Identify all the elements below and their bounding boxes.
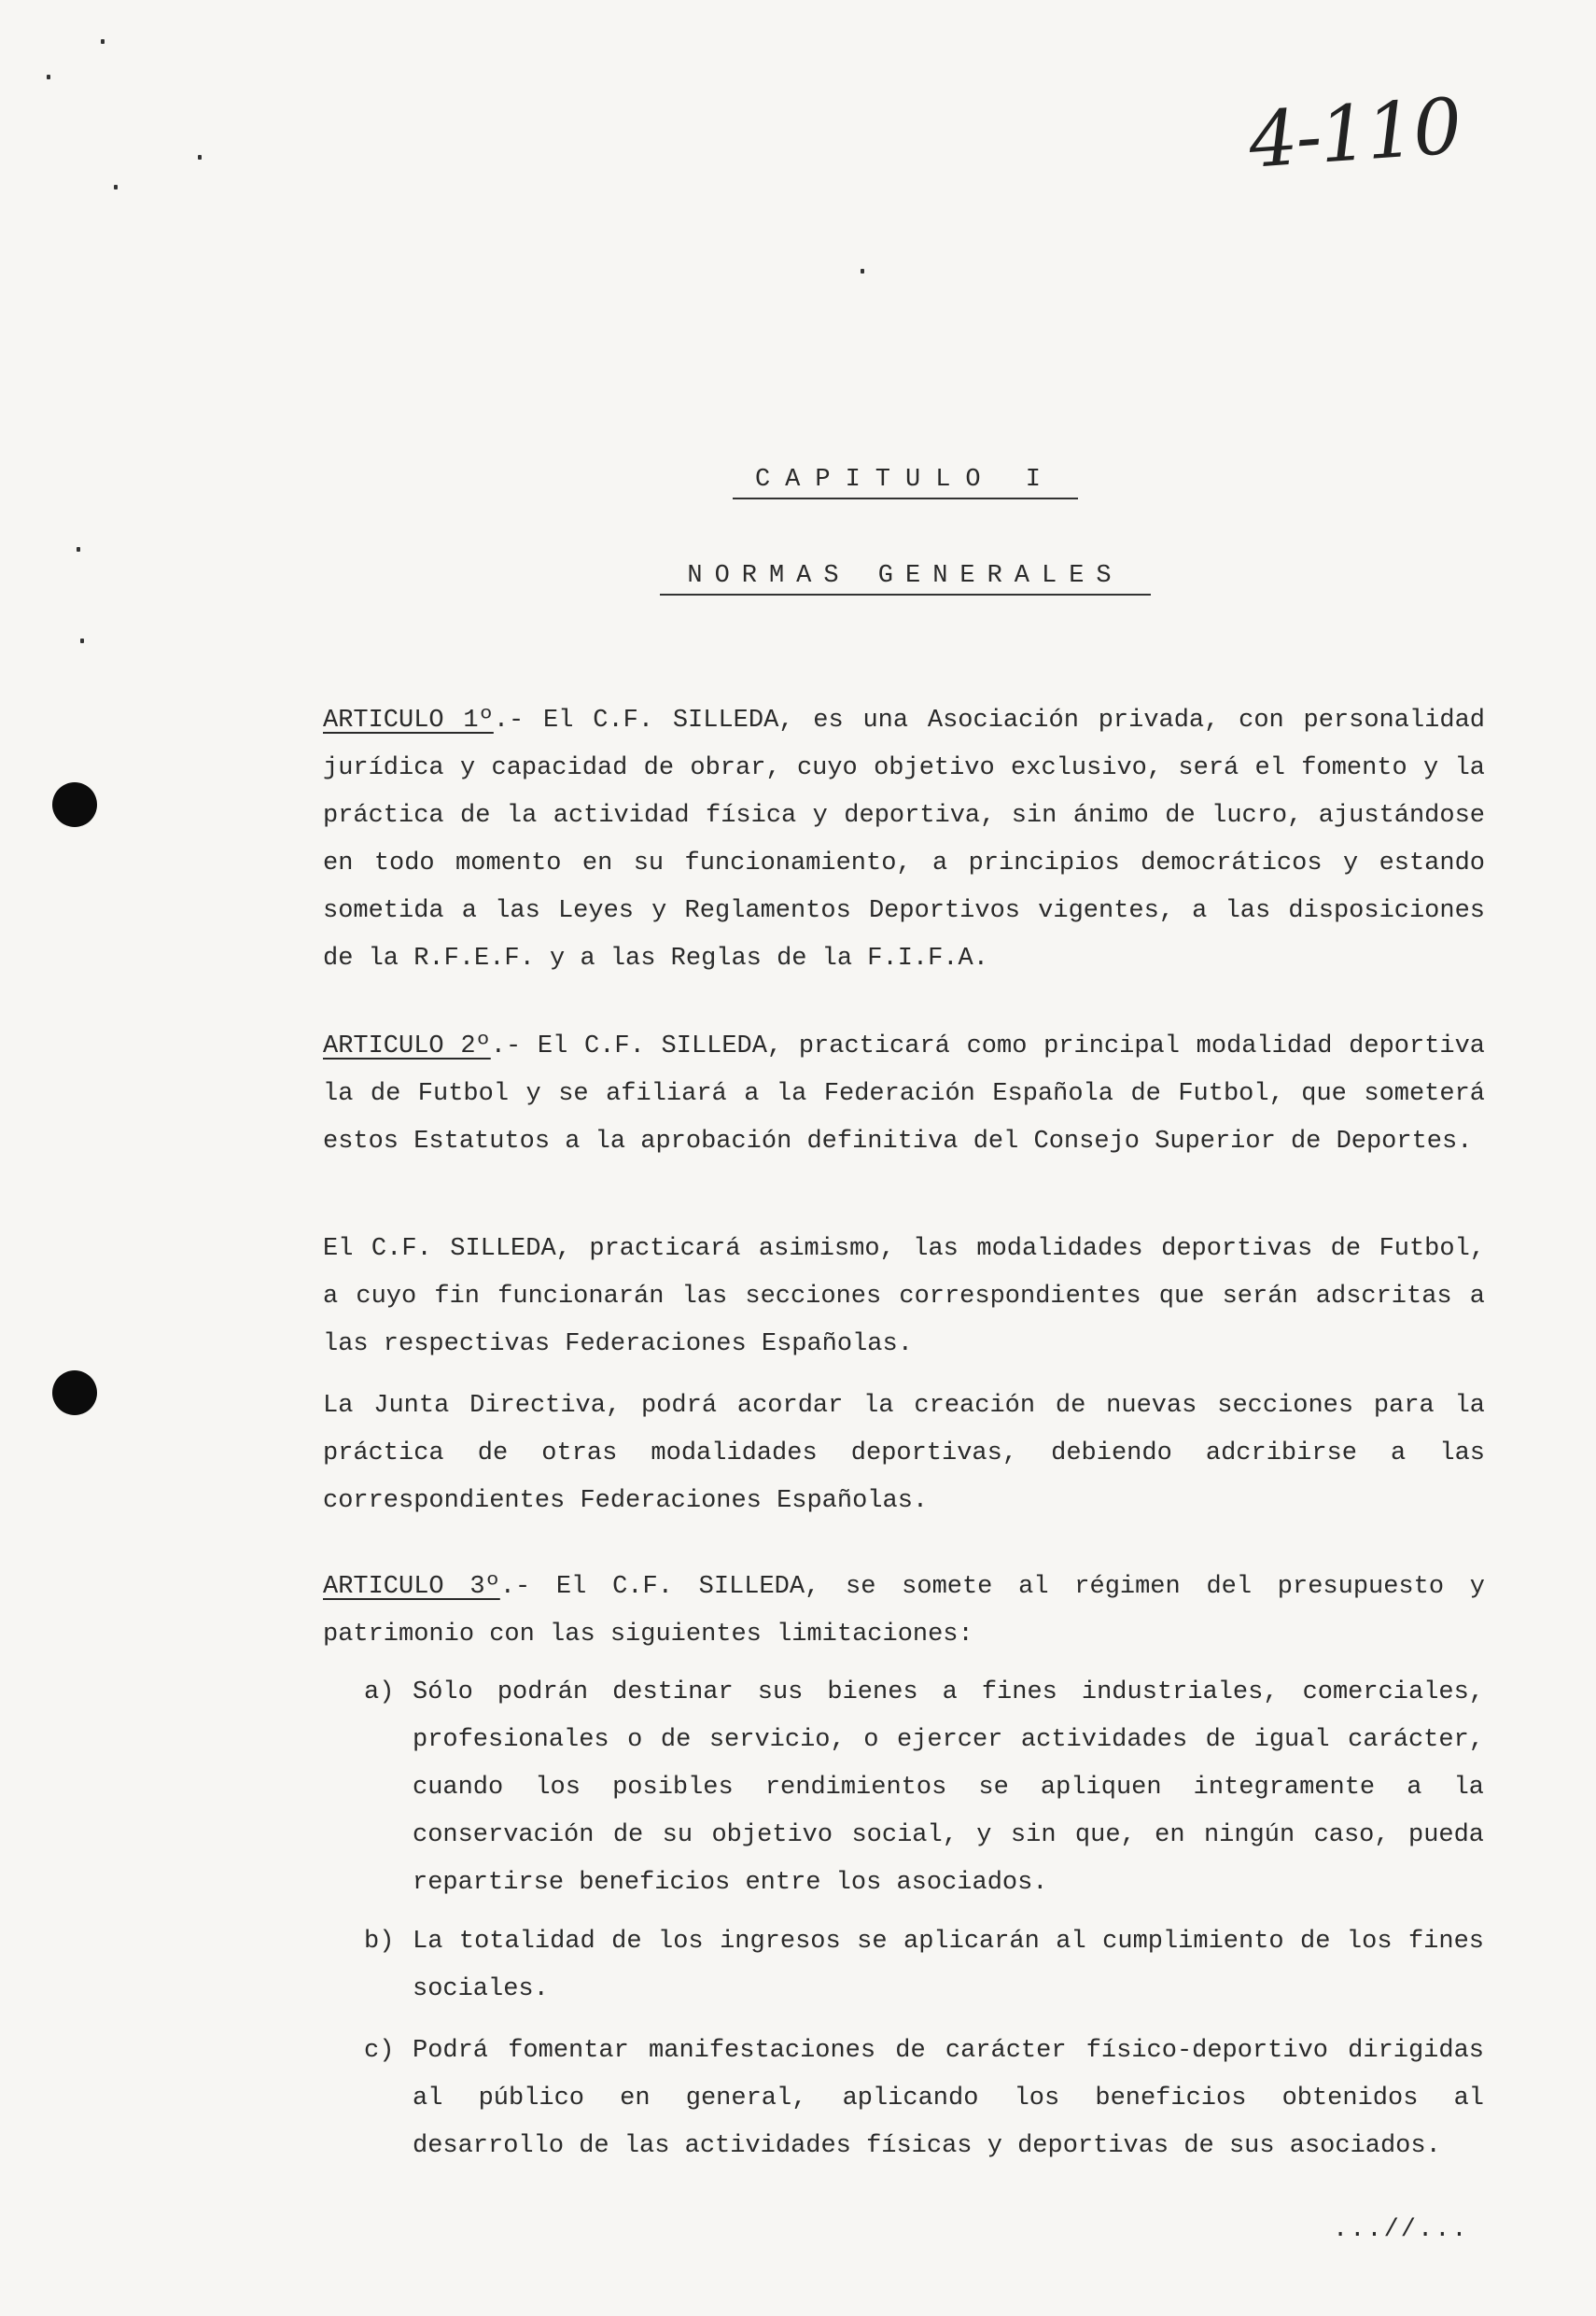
list-item-text: Podrá fomentar manifestaciones de carácter físico-deportivo dirigidas al público en general, aplicando los beneficios obtenidos al desarrollo de las actividades físicas y deportivas de sus asociados.	[413, 2037, 1484, 2160]
list-item	[364, 2028, 1484, 2170]
section-title: NORMAS GENERALES	[660, 562, 1151, 596]
article-2-paragraph-3: La Junta Directiva, podrá acordar la creación de nuevas secciones para la práctica de otras modalidades deportivas, debiendo adcribirse a las correspondientes Federaciones Españolas.	[323, 1392, 1485, 1515]
chapter-title: CAPITULO I	[733, 466, 1078, 499]
speck	[80, 639, 84, 643]
article-1	[323, 697, 1485, 983]
article-label: ARTICULO 3º	[323, 1573, 500, 1601]
article-text: .- El C.F. SILLEDA, se somete al régimen del presupuesto y patrimonio con las siguientes limitaciones:	[323, 1573, 1485, 1649]
page-number: 4-110	[1245, 82, 1463, 186]
list-item-letter: a)	[364, 1678, 395, 1706]
article-2-paragraph-2: El C.F. SILLEDA, practicará asimismo, las modalidades deportivas de Futbol, a cuyo fin funcionarán las secciones correspondientes que serán adscritas a las respectivas Federaciones Españolas.	[323, 1235, 1485, 1358]
article-3	[323, 1564, 1485, 1659]
speck	[114, 185, 118, 189]
punch-hole-bottom	[52, 1370, 97, 1415]
speck	[77, 547, 80, 552]
list-item-text: Sólo podrán destinar sus bienes a fines industriales, comerciales, profesionales o de servicio, o ejercer actividades de igual carácter, cuando los posibles rendimientos se apliquen integramente a la conservación de su objetivo social, y sin que, en ningún caso, pueda repartirse beneficios entre los asociados.	[413, 1678, 1484, 1897]
speck	[861, 269, 864, 274]
article-text: .- El C.F. SILLEDA, es una Asociación privada, con personalidad jurídica y capacidad de obrar, cuyo objetivo exclusivo, será el fomento y la práctica de la actividad física y deportiva, sin ánimo de lucro, ajustándose en todo momento en su funcionamiento, a principios democráticos y estando sometida a las Leyes y Reglamentos Deportivos vigentes, a las disposiciones de la R.F.E.F. y a las Reglas de la F.I.F.A.	[323, 707, 1485, 973]
list-item-text: La totalidad de los ingresos se aplicarán al cumplimiento de los fines sociales.	[413, 1928, 1484, 2003]
article-label: ARTICULO 2º	[323, 1032, 491, 1060]
speck	[47, 75, 50, 79]
continuation-mark: ...//...	[1333, 2216, 1469, 2244]
list-item-letter: c)	[364, 2037, 395, 2065]
list-item-letter: b)	[364, 1928, 395, 1956]
list-item	[364, 1669, 1484, 1907]
speck	[101, 39, 105, 44]
punch-hole-top	[52, 782, 97, 827]
article-2	[323, 1023, 1485, 1166]
article-label: ARTICULO 1º	[323, 707, 494, 735]
speck	[198, 155, 202, 160]
list-item	[364, 1918, 1484, 2014]
article-text: .- El C.F. SILLEDA, practicará como principal modalidad deportiva la de Futbol y se afiliará a la Federación Española de Futbol, que someterá estos Estatutos a la aprobación definitiva del Consejo Superior de Deportes.	[323, 1032, 1486, 1156]
